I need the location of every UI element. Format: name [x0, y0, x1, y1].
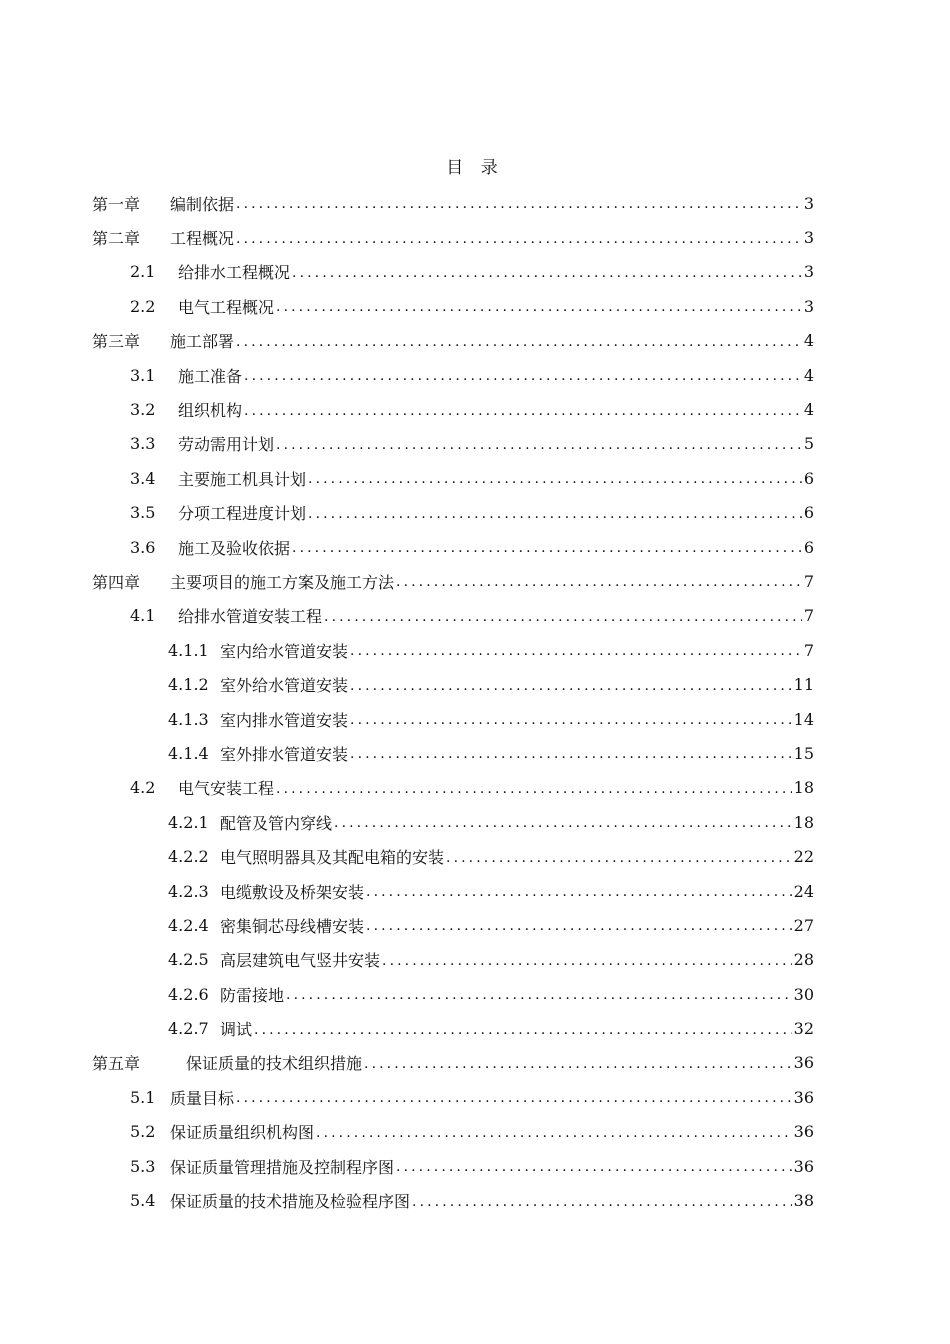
toc-dot-leader: [350, 712, 792, 728]
toc-entry-number: 4.2.1: [168, 812, 209, 832]
toc-entry-title: 电气安装工程: [178, 779, 275, 799]
toc-entry-number: 第四章: [92, 572, 141, 592]
toc-entry[interactable]: [92, 736, 814, 770]
toc-entry-number: 4.2.7: [168, 1019, 209, 1039]
toc-entry-number: 3.1: [130, 365, 156, 385]
toc-entry-page: 24: [793, 881, 814, 901]
toc-dot-leader: [396, 1159, 792, 1175]
toc-entry[interactable]: [92, 1080, 814, 1114]
toc-entry[interactable]: [92, 530, 814, 564]
toc-entry[interactable]: [92, 186, 814, 220]
toc-entry[interactable]: [92, 667, 814, 701]
toc-entry-number: 5.1: [130, 1087, 156, 1107]
toc-entry-page: 28: [793, 950, 814, 970]
toc-entry-number: 第二章: [92, 229, 141, 249]
toc-entry[interactable]: [92, 1011, 814, 1045]
toc-dot-leader: [244, 403, 802, 419]
toc-dot-leader: [366, 884, 792, 900]
toc-dot-leader: [236, 334, 802, 350]
toc-entry-page: 15: [793, 743, 814, 763]
toc-dot-leader: [308, 506, 802, 522]
toc-dot-leader: [350, 746, 792, 762]
toc-dot-leader: [382, 953, 792, 969]
toc-entry-number: 2.1: [130, 262, 156, 282]
toc-dot-leader: [286, 987, 792, 1003]
toc-entry-page: 36: [793, 1087, 814, 1107]
toc-entry[interactable]: [92, 1115, 814, 1149]
toc-entry-number: 4.2.2: [168, 847, 209, 867]
toc-entry-number: 3.2: [130, 400, 156, 420]
toc-entry[interactable]: [92, 564, 814, 598]
toc-entry-page: 36: [793, 1122, 814, 1142]
toc-entry-title: 电缆敷设及桥架安装: [220, 882, 365, 902]
toc-entry[interactable]: [92, 496, 814, 530]
toc-entry-number: 2.2: [130, 296, 156, 316]
toc-entry-page: 30: [793, 984, 814, 1004]
toc-entry-title: 电气工程概况: [178, 297, 275, 317]
table-of-contents: [92, 186, 814, 1218]
toc-entry-title: 保证质量的技术组织措施: [186, 1054, 363, 1074]
toc-entry[interactable]: [92, 255, 814, 289]
toc-entry[interactable]: [92, 805, 814, 839]
toc-entry-title: 工程概况: [170, 229, 235, 249]
toc-dot-leader: [244, 368, 802, 384]
toc-entry-number: 3.6: [130, 537, 156, 557]
toc-dot-leader: [292, 540, 802, 556]
toc-entry-number: 4.1.3: [168, 709, 209, 729]
toc-dot-leader: [276, 437, 802, 453]
toc-entry-number: 4.2.5: [168, 950, 209, 970]
toc-entry-number: 4.2.4: [168, 915, 209, 935]
toc-entry-page: 3: [803, 262, 814, 282]
toc-entry[interactable]: [92, 289, 814, 323]
toc-entry-page: 11: [793, 675, 814, 695]
toc-entry-number: 5.4: [130, 1191, 156, 1211]
toc-entry-number: 第一章: [92, 194, 141, 214]
toc-entry[interactable]: [92, 1046, 814, 1080]
toc-entry-title: 劳动需用计划: [178, 435, 275, 455]
toc-entry-title: 保证质量管理措施及控制程序图: [170, 1157, 395, 1177]
toc-entry-title: 质量目标: [170, 1088, 235, 1108]
toc-entry-number: 4.2: [130, 778, 156, 798]
toc-entry-title: 高层建筑电气竖井安装: [220, 951, 381, 971]
toc-dot-leader: [254, 1022, 792, 1038]
toc-entry-page: 5: [803, 434, 814, 454]
toc-entry-page: 6: [803, 468, 814, 488]
toc-dot-leader: [334, 815, 792, 831]
toc-entry-title: 施工部署: [170, 332, 235, 352]
toc-entry-page: 7: [803, 640, 814, 660]
toc-entry-title: 室内给水管道安装: [220, 641, 349, 661]
toc-entry-title: 密集铜芯母线槽安装: [220, 916, 365, 936]
toc-entry-page: 4: [803, 331, 814, 351]
toc-entry-title: 分项工程进度计划: [178, 504, 307, 524]
toc-entry-page: 7: [803, 606, 814, 626]
toc-entry-page: 3: [803, 228, 814, 248]
toc-entry-title: 施工准备: [178, 366, 243, 386]
toc-entry-page: 4: [803, 400, 814, 420]
toc-entry[interactable]: [92, 771, 814, 805]
toc-entry-page: 27: [793, 915, 814, 935]
toc-entry-title: 电气照明器具及其配电箱的安装: [220, 848, 445, 868]
toc-entry-page: 6: [803, 503, 814, 523]
toc-entry-page: 18: [793, 778, 814, 798]
toc-entry-title: 组织机构: [178, 401, 243, 421]
toc-entry-title: 给排水工程概况: [178, 263, 291, 283]
toc-entry[interactable]: [92, 633, 814, 667]
toc-entry[interactable]: [92, 324, 814, 358]
toc-entry-page: 4: [803, 365, 814, 385]
toc-entry[interactable]: [92, 874, 814, 908]
toc-entry-number: 4.1.1: [168, 640, 209, 660]
toc-entry-title: 施工及验收依据: [178, 538, 291, 558]
toc-entry[interactable]: [92, 977, 814, 1011]
toc-entry-page: 7: [803, 571, 814, 591]
toc-entry-page: 3: [803, 296, 814, 316]
toc-entry-page: 22: [793, 847, 814, 867]
toc-entry-title: 主要项目的施工方案及施工方法: [170, 572, 395, 592]
toc-entry-number: 4.1.4: [168, 743, 209, 763]
toc-entry-number: 第五章: [92, 1054, 141, 1074]
toc-entry-page: 36: [793, 1156, 814, 1176]
toc-entry[interactable]: [92, 392, 814, 426]
toc-dot-leader: [350, 643, 802, 659]
toc-entry-title: 主要施工机具计划: [178, 469, 307, 489]
toc-entry-page: 32: [793, 1019, 814, 1039]
toc-entry-page: 18: [793, 812, 814, 832]
toc-entry[interactable]: [92, 839, 814, 873]
toc-entry[interactable]: [92, 220, 814, 254]
toc-entry-number: 4.2.6: [168, 984, 209, 1004]
toc-entry-page: 14: [793, 709, 814, 729]
toc-dot-leader: [308, 471, 802, 487]
toc-entry-number: 4.2.3: [168, 881, 209, 901]
toc-entry-title: 配管及管内穿线: [220, 813, 333, 833]
toc-entry-title: 编制依据: [170, 194, 235, 214]
toc-entry-number: 3.4: [130, 468, 156, 488]
toc-dot-leader: [350, 678, 792, 694]
toc-entry-title: 室外给水管道安装: [220, 676, 349, 696]
toc-entry-number: 5.2: [130, 1122, 156, 1142]
toc-dot-leader: [446, 850, 792, 866]
toc-entry[interactable]: [92, 908, 814, 942]
toc-entry[interactable]: [92, 461, 814, 495]
toc-dot-leader: [276, 299, 802, 315]
toc-dot-leader: [236, 1090, 792, 1106]
toc-dot-leader: [396, 574, 802, 590]
toc-entry-title: 调试: [220, 1020, 253, 1040]
toc-entry-title: 防雷接地: [220, 985, 285, 1005]
toc-entry[interactable]: [92, 943, 814, 977]
toc-entry-title: 给排水管道安装工程: [178, 607, 323, 627]
toc-entry-number: 3.3: [130, 434, 156, 454]
toc-dot-leader: [412, 1194, 792, 1210]
toc-entry[interactable]: [92, 599, 814, 633]
toc-entry-page: 6: [803, 537, 814, 557]
toc-entry[interactable]: [92, 1183, 814, 1217]
toc-dot-leader: [236, 231, 802, 247]
toc-dot-leader: [366, 918, 792, 934]
toc-entry-title: 室内排水管道安装: [220, 710, 349, 730]
toc-entry-page: 36: [793, 1053, 814, 1073]
toc-dot-leader: [324, 609, 802, 625]
toc-entry-number: 5.3: [130, 1156, 156, 1176]
toc-entry[interactable]: [92, 1149, 814, 1183]
toc-dot-leader: [236, 196, 802, 212]
toc-dot-leader: [292, 265, 802, 281]
toc-entry[interactable]: [92, 358, 814, 392]
toc-entry[interactable]: [92, 427, 814, 461]
toc-entry[interactable]: [92, 702, 814, 736]
toc-entry-title: 室外排水管道安装: [220, 744, 349, 764]
toc-dot-leader: [276, 781, 792, 797]
toc-dot-leader: [316, 1125, 792, 1141]
toc-entry-number: 第三章: [92, 332, 141, 352]
toc-entry-title: 保证质量的技术措施及检验程序图: [170, 1192, 411, 1212]
toc-dot-leader: [364, 1056, 792, 1072]
toc-entry-page: 3: [803, 193, 814, 213]
toc-entry-number: 3.5: [130, 503, 156, 523]
toc-entry-number: 4.1.2: [168, 675, 209, 695]
toc-entry-page: 38: [793, 1191, 814, 1211]
toc-entry-title: 保证质量组织机构图: [170, 1123, 315, 1143]
toc-title: 目 录: [446, 158, 504, 178]
toc-entry-number: 4.1: [130, 606, 156, 626]
